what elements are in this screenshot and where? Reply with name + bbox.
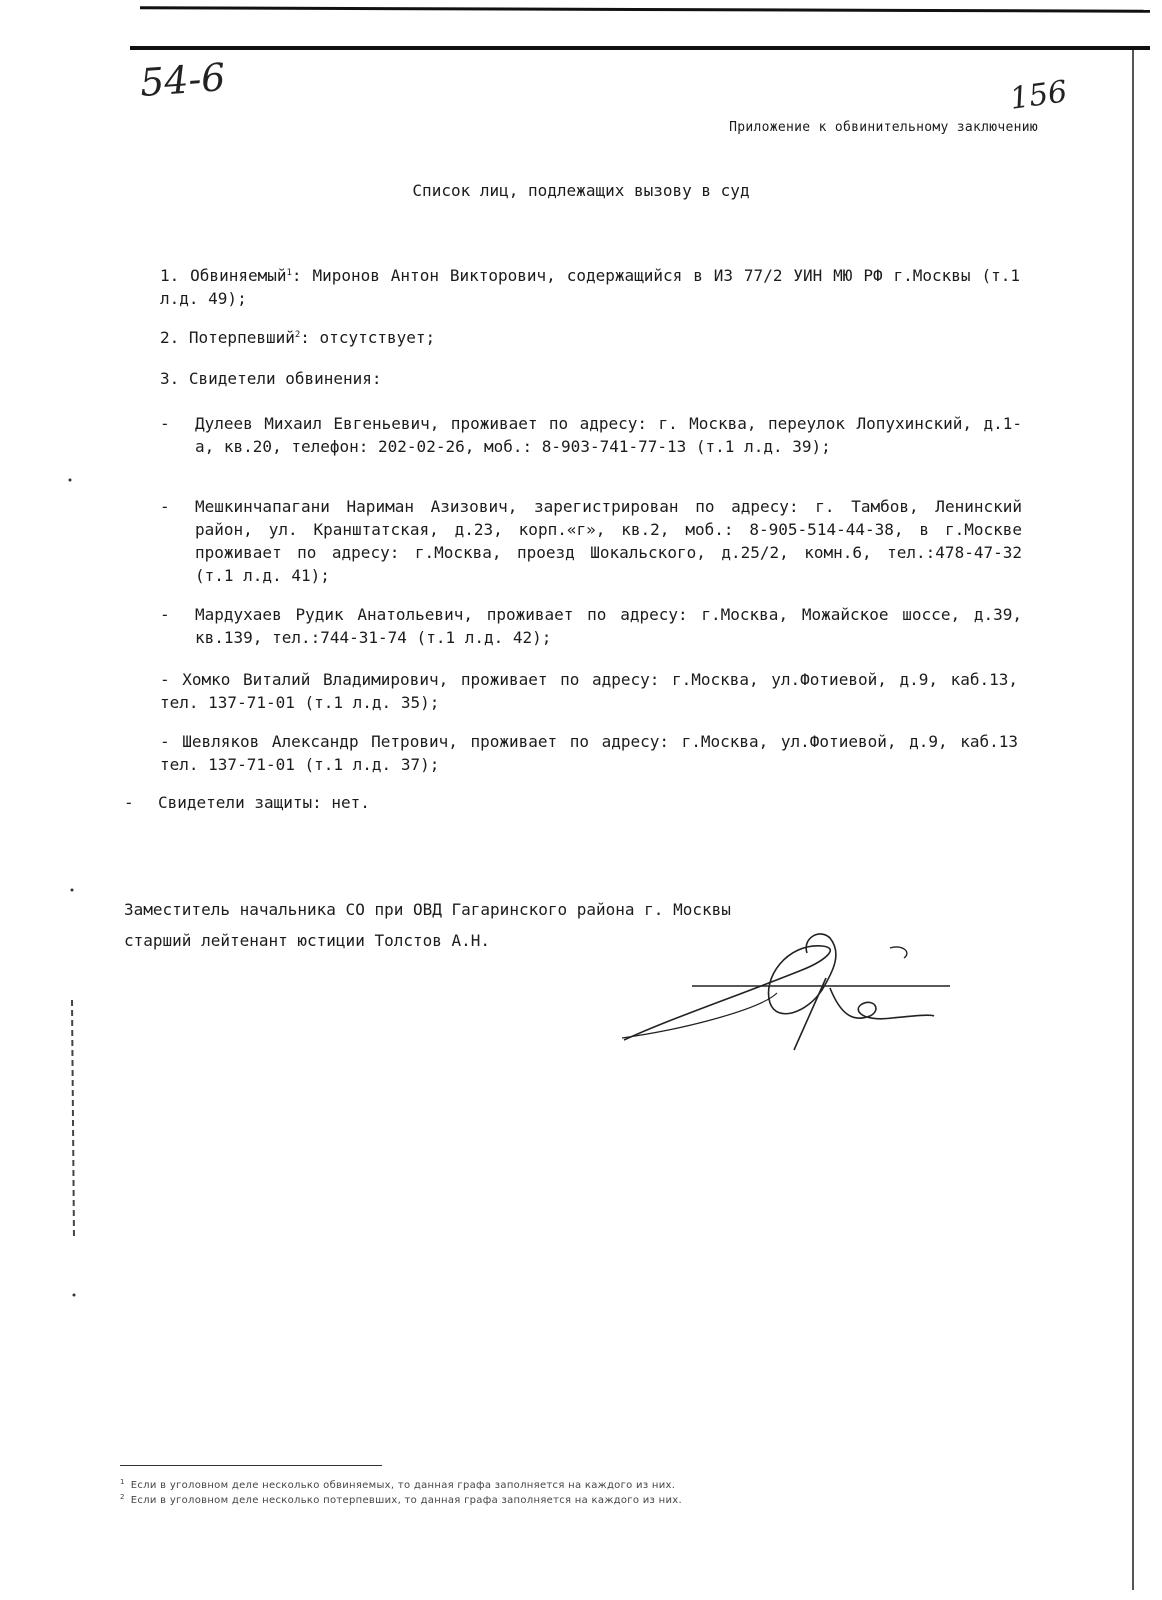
document-title: Список лиц, подлежащих вызову в суд (412, 181, 750, 200)
victim-label: 2. Потерпевший (160, 328, 295, 347)
witness-text: Мешкинчапагани Нариман Азизович, зарегистрирован по адресу: г. Тамбов, Ленинский район, ул. Кранштатская, д.23, корп.«г», кв.2, моб.: 8-905-514-44-38, в г.Москве проживает по адресу: г.Москва, проезд Шокальского, д.25/2, комн.6, тел.:478-47-32 (т.1 л.д. 41); (195, 497, 1022, 585)
victim-details: : отсутствует; (300, 328, 436, 347)
footnote-text: Если в уголовном деле несколько обвиняемых, то данная графа заполняется на каждого из них. (130, 1480, 676, 1491)
margin-marks (60, 100, 90, 1400)
list-dash: - (124, 793, 134, 812)
signature (612, 918, 952, 1058)
list-dash: - (160, 414, 170, 433)
accused-label: 1. Обвиняемый (160, 266, 287, 285)
footnote-ref-2: 2 (294, 330, 301, 340)
witness-item (160, 412, 1022, 458)
witness-text: Мардухаев Рудик Анатольевич, проживает по адресу: г.Москва, Можайское шоссе, д.39, кв.139, тел.:744-31-74 (т.1 л.д. 42); (195, 605, 1022, 647)
defense-witnesses (124, 793, 370, 812)
witness-item (160, 495, 1022, 587)
footnote-ref-1: 1 (286, 268, 292, 278)
footnote-mark: 2 (120, 1493, 125, 1501)
witness-text: Дулеев Михаил Евгеньевич, проживает по адресу: г. Москва, переулок Лопухинский, д.1-а, кв.20, телефон: 202-02-26, моб.: 8-903-741-77-13 (т.1 л.д. 39); (195, 414, 1022, 456)
signatory-position: Заместитель начальника СО при ОВД Гагаринского района г. Москвы (124, 900, 731, 919)
witness-item: - Хомко Виталий Владимирович, проживает по адресу: г.Москва, ул.Фотиевой, д.9, каб.13, тел. 137-71-01 (т.1 л.д. 35); (160, 670, 1018, 712)
footnote-mark: 1 (120, 1478, 125, 1486)
list-dash: - (160, 497, 170, 516)
victim-item (160, 324, 1020, 349)
footnote-rule (120, 1465, 382, 1466)
accused-details: : Миронов Антон Викторович, содержащийся в ИЗ 77/2 УИН МЮ РФ г.Москвы (т.1 л.д. 49); (160, 266, 1020, 308)
scan-edge-top (140, 6, 1150, 13)
defense-text: Свидетели защиты: нет. (158, 793, 370, 812)
archive-number: 54-6 (138, 55, 227, 105)
accused-item (160, 262, 1020, 310)
appendix-note: Приложение к обвинительному заключению (729, 120, 1038, 135)
footnote-2 (120, 1493, 682, 1506)
witness-item (160, 603, 1022, 649)
footnote-1 (120, 1478, 675, 1491)
scan-edge-right (1132, 50, 1134, 1590)
signatory-rank-name: старший лейтенант юстиции Толстов А.Н. (124, 931, 491, 950)
scan-edge-second (130, 46, 1150, 50)
list-dash: - (160, 605, 170, 624)
witness-item: - Шевляков Александр Петрович, проживает по адресу: г.Москва, ул.Фотиевой, д.9, каб.13 тел. 137-71-01 (т.1 л.д. 37); (160, 732, 1018, 774)
page-number: 156 (1007, 74, 1070, 117)
footnote-text: Если в уголовном деле несколько потерпевших, то данная графа заполняется на каждого из них. (130, 1495, 682, 1506)
prosecution-witnesses-heading: 3. Свидетели обвинения: (160, 369, 382, 388)
